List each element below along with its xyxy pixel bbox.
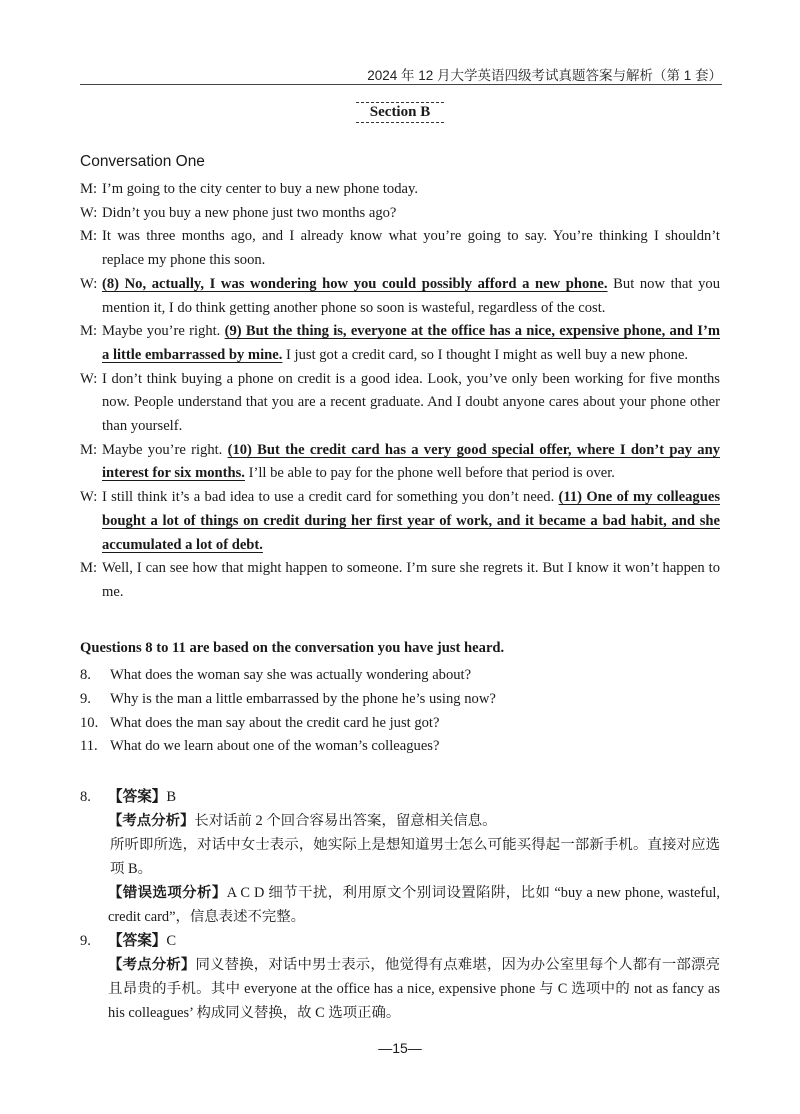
answer-tag: 【答案】 — [108, 933, 167, 949]
speaker-label: W: — [80, 370, 98, 387]
answer-number: 9. — [80, 933, 91, 949]
utterance — [102, 178, 720, 202]
page-number: —15— — [378, 1040, 422, 1056]
answer-line — [80, 785, 720, 809]
dialogue-line — [80, 486, 720, 557]
speaker-label: M: — [80, 441, 98, 458]
analysis-block — [108, 809, 720, 833]
speaker-label: W: — [80, 204, 98, 221]
dialogue-line — [80, 178, 720, 202]
wrong-option-text: A C D 细节干扰，利用原文个别词设置陷阱，比如 “buy a new phone, wasteful, credit card”，信息表述不完整。 — [108, 885, 720, 925]
question-text: What does the woman say she was actually wondering about? — [110, 667, 472, 683]
analysis-tag: 【考点分析】 — [108, 957, 196, 973]
question-item — [80, 688, 720, 712]
utterance-text: I just got a credit card, so I thought I might as well buy a new phone. — [282, 346, 689, 363]
speaker-label: M: — [80, 228, 98, 245]
utterance — [102, 557, 720, 604]
analysis-text: 长对话前 2 个回合容易出答案，留意相关信息。 — [194, 813, 497, 829]
utterance-text: Maybe you’re right. — [102, 441, 228, 458]
speaker-label: M: — [80, 181, 98, 197]
dialogue-line — [80, 273, 720, 320]
question-number: 8. — [80, 667, 91, 683]
answer-explanations — [80, 785, 720, 1025]
answer-key-sentence: (10) But the credit card has a very good special offer, where I don’t pay any interest for six months. — [102, 441, 720, 482]
question-item — [80, 664, 720, 688]
answer-key-sentence: (8) No, actually, I was wondering how you could possibly afford a new phone. — [102, 275, 608, 292]
utterance — [102, 486, 720, 557]
dialogue-line — [80, 368, 720, 439]
question-list — [80, 664, 720, 759]
question-text: What do we learn about one of the woman’s colleagues? — [110, 738, 440, 755]
utterance-text: Maybe you’re right. — [102, 323, 225, 340]
analysis-continuation: 所听即所选，对话中女士表示，她实际上是想知道男士怎么可能买得起一部新手机。直接对应选项 B。 — [110, 837, 720, 877]
dialogue-line — [80, 439, 720, 486]
speaker-label: W: — [80, 489, 98, 506]
dialogue-line — [80, 225, 720, 272]
utterance — [102, 368, 720, 439]
analysis-tag: 【考点分析】 — [108, 813, 195, 829]
question-item — [80, 735, 720, 759]
utterance-text: I’ll be able to pay for the phone well before that period is over. — [244, 465, 615, 482]
speaker-label: M: — [80, 323, 98, 340]
answer-line — [80, 929, 720, 953]
utterance-text: I don’t think buying a phone on credit is a good idea. Look, you’ve only been working for five months now. People understand that you are a recent graduate. And I doubt anyone cares about your phone other than yourself. — [102, 370, 720, 435]
utterance — [102, 225, 720, 272]
questions-heading: Questions 8 to 11 are based on the conversation you have just heard. — [80, 640, 505, 656]
dialogue-line — [80, 202, 720, 226]
answer-value: B — [166, 789, 177, 805]
section-heading-wrap — [0, 102, 800, 123]
answer-number: 8. — [80, 789, 91, 805]
header-rule — [80, 84, 722, 85]
question-text: Why is the man a little embarrassed by the phone he’s using now? — [110, 690, 496, 707]
utterance-text: I’m going to the city center to buy a new phone today. — [102, 181, 418, 197]
question-number: 11. — [80, 738, 98, 755]
question-text: What does the man say about the credit card he just got? — [110, 714, 440, 731]
utterance-text: Didn’t you buy a new phone just two months ago? — [102, 204, 397, 221]
dialogue — [80, 178, 720, 605]
question-number: 10. — [80, 714, 99, 731]
speaker-label: M: — [80, 560, 98, 577]
conversation-title: Conversation One — [80, 153, 205, 170]
dialogue-line — [80, 320, 720, 367]
answer-key-sentence: (11) One of my colleagues bought a lot of things on credit during her first year of work, and it became a bad habit, and she accumulated a lot of debt. — [102, 489, 720, 553]
question-number: 9. — [80, 690, 91, 707]
answer-tag: 【答案】 — [108, 789, 167, 805]
utterance-text: But now that you mention it, I do think getting another phone so soon is wasteful, regardless of the cost. — [102, 275, 720, 316]
utterance-text: I still think it’s a bad idea to use a credit card for something you don’t need. — [102, 489, 559, 506]
utterance — [102, 273, 720, 320]
analysis-block — [108, 953, 720, 1025]
section-title: Section B — [356, 102, 444, 123]
utterance — [102, 439, 720, 486]
answer-value: C — [166, 933, 177, 949]
question-item — [80, 712, 720, 736]
utterance — [102, 202, 720, 226]
dialogue-line — [80, 557, 720, 604]
wrong-option-block — [108, 881, 720, 929]
utterance — [102, 320, 720, 367]
utterance-text: It was three months ago, and I already know what you’re going to say. You’re thinking I shouldn’t replace my phone this soon. — [102, 228, 720, 269]
running-header: 2024 年 12 月大学英语四级考试真题答案与解析（第 1 套） — [367, 68, 722, 83]
answer-key-sentence: (9) But the thing is, everyone at the office has a nice, expensive phone, and I’m a little embarrassed by mine. — [102, 323, 720, 363]
wrong-option-tag: 【错误选项分析】 — [108, 885, 227, 901]
speaker-label: W: — [80, 275, 98, 292]
utterance-text: Well, I can see how that might happen to someone. I’m sure she regrets it. But I know it won’t happen to me. — [102, 560, 720, 600]
analysis-text: 同义替换，对话中男士表示，他觉得有点难堪，因为办公室里每个人都有一部漂亮且昂贵的手机。其中 everyone at the office has a nice, expensive phone 与 C 选项中的 not as fancy as his colleagues’ 构成同义替换，故 C 选项正确。 — [108, 957, 720, 1021]
